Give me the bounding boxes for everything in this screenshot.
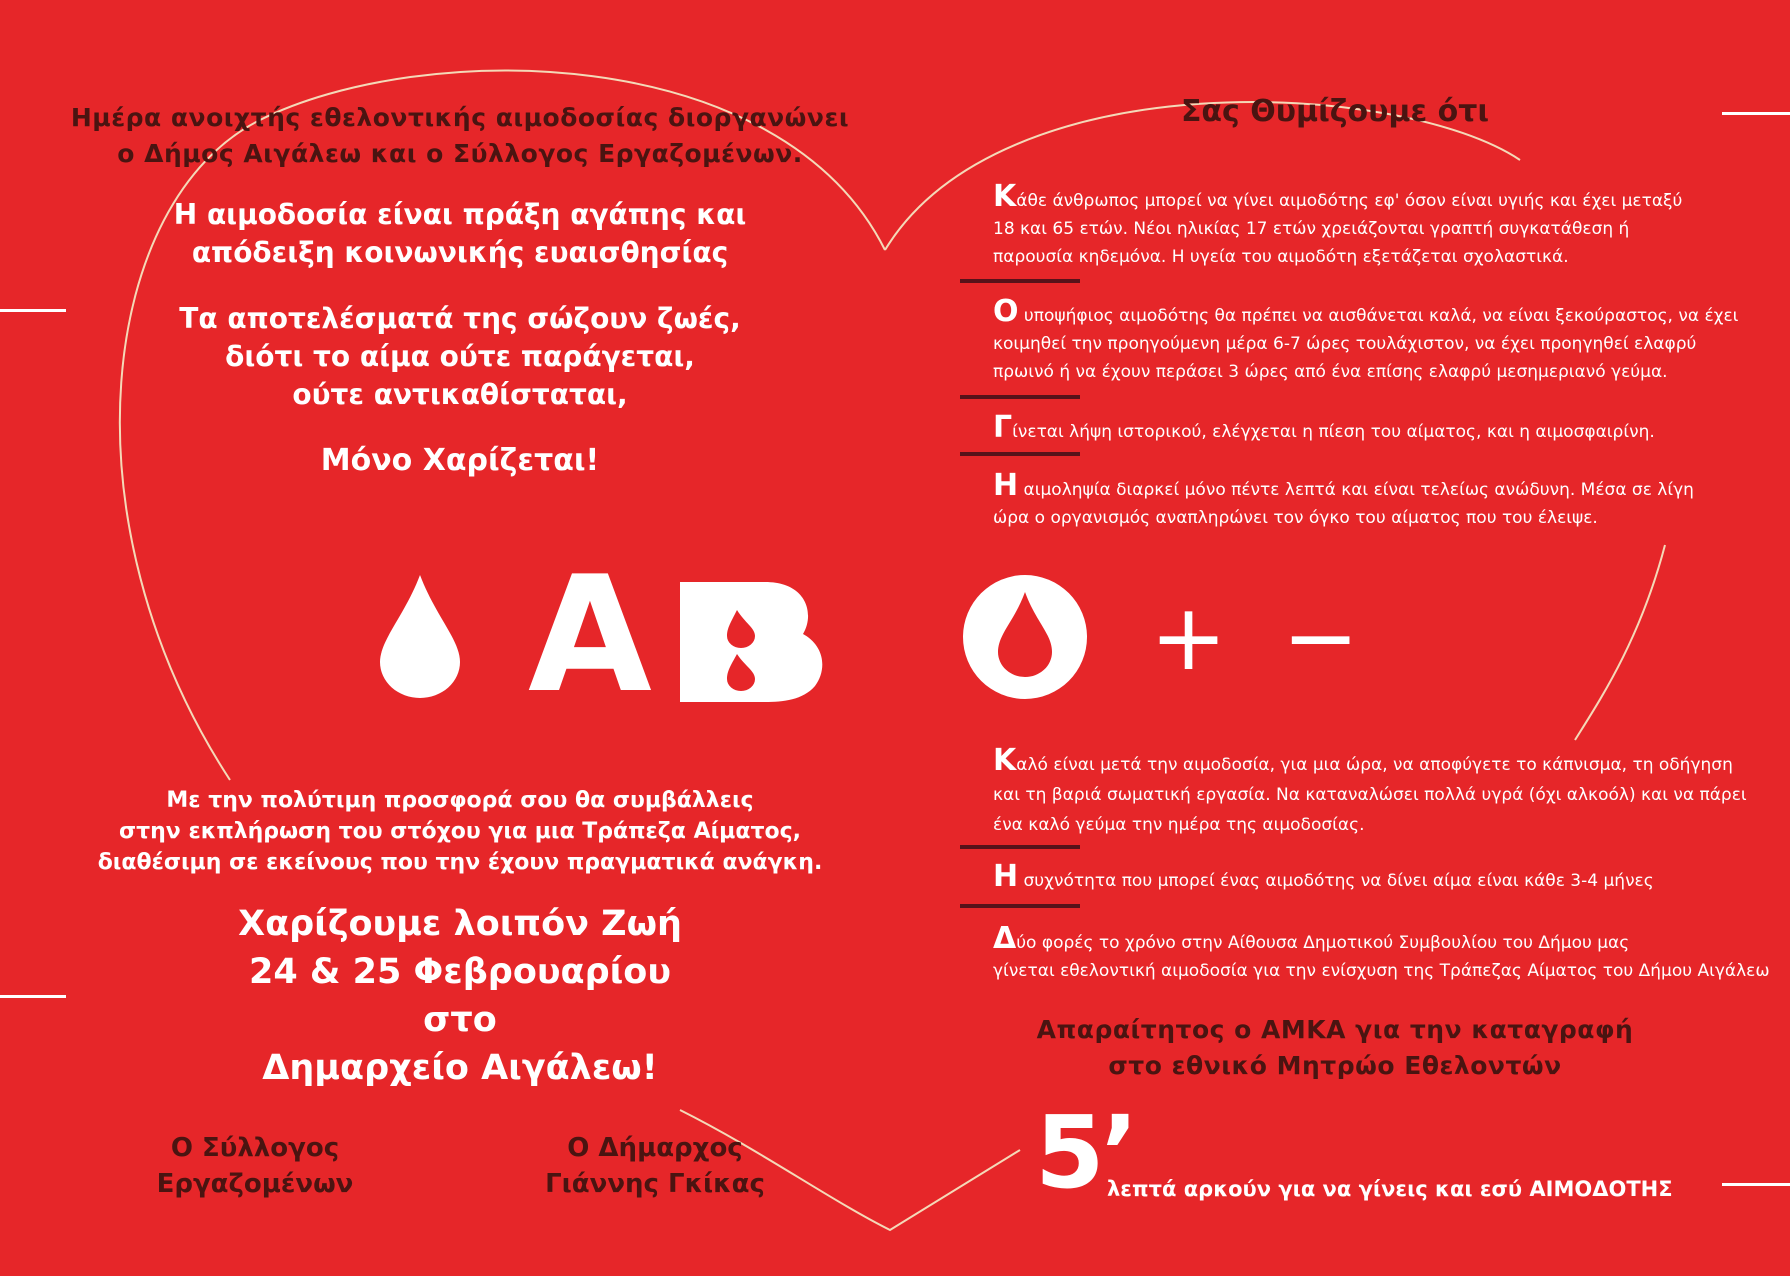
fact-initial: Η bbox=[993, 859, 1019, 894]
event-header bbox=[40, 100, 880, 172]
fact-item bbox=[993, 921, 1773, 985]
fact-line: παρουσία κηδεμόνα. Η υγεία του αιμοδότη εξετάζεται σχολαστικά. bbox=[993, 247, 1569, 267]
event-line: στο bbox=[423, 1000, 497, 1040]
rh-positive: + bbox=[1150, 584, 1228, 691]
edge-tick bbox=[1722, 112, 1790, 115]
fact-item bbox=[993, 179, 1753, 271]
signature-line: Ο Σύλλογος bbox=[170, 1133, 340, 1163]
fact-initial: Γ bbox=[993, 410, 1013, 445]
gift-slogan: Μόνο Χαρίζεται! bbox=[320, 443, 600, 478]
signature-mayor bbox=[520, 1130, 790, 1202]
header-line: ο Δήμος Αιγάλεω και ο Σύλλογος Εργαζομένων. bbox=[117, 139, 803, 168]
fact-line: και τη βαριά σωματική εργασία. Να καταναλώσει πολλά υγρά (όχι αλκοόλ) και να πάρει bbox=[993, 785, 1747, 805]
fact-initial: Δ bbox=[993, 921, 1017, 956]
separator bbox=[960, 845, 1080, 849]
fact-item bbox=[993, 468, 1753, 532]
separator bbox=[960, 904, 1080, 908]
fact-line: ίνεται λήψη ιστορικού, ελέγχεται η πίεση του αίματος, και η αιμοσφαιρίνη. bbox=[1012, 422, 1655, 442]
blood-type-b-icon bbox=[675, 578, 830, 706]
five-minutes-text: λεπτά αρκούν για να γίνεις και εσύ ΑΙΜΟΔΟΤΗΣ bbox=[1107, 1177, 1673, 1201]
fact-line: 18 και 65 ετών. Νέοι ηλικίας 17 ετών χρειάζονται γραπτή συγκατάθεση ή bbox=[993, 219, 1630, 239]
fact-line: κοιμηθεί την προηγούμενη μέρα 6-7 ώρες τουλάχιστον, να έχει προηγηθεί ελαφρύ bbox=[993, 334, 1697, 354]
fact-initial: Η bbox=[993, 468, 1019, 503]
signature-line: Γιάννης Γκίκας bbox=[545, 1169, 765, 1199]
separator bbox=[960, 452, 1080, 456]
fact-line: υποψήφιος αιμοδότης θα πρέπει να αισθάνεται καλά, να είναι ξεκούραστος, να έχει bbox=[1018, 306, 1739, 326]
fact-initial: Κ bbox=[993, 743, 1017, 778]
signature-union bbox=[130, 1130, 380, 1202]
fact-initial: Ο bbox=[993, 294, 1019, 329]
header-line: Ημέρα ανοιχτής εθελοντικής αιμοδοσίας διοργανώνει bbox=[70, 103, 850, 132]
fact-line: πρωινό ή να έχουν περάσει 3 ώρες από ένα επίσης ελαφρύ μεσημεριανό γεύμα. bbox=[993, 362, 1668, 382]
signature-line: Ο Δήμαρχος bbox=[567, 1133, 743, 1163]
fact-line: ύο φορές το χρόνο στην Αίθουσα Δημοτικού Συμβουλίου του Δήμου μας bbox=[1016, 933, 1630, 953]
results-line: διότι το αίμα ούτε παράγεται, bbox=[225, 340, 695, 373]
contribution-line: Με την πολύτιμη προσφορά σου θα συμβάλλεις bbox=[166, 788, 754, 813]
contribution-line: διαθέσιμη σε εκείνους που την έχουν πραγματικά ανάγκη. bbox=[97, 850, 823, 875]
edge-tick bbox=[0, 309, 66, 312]
fact-item bbox=[993, 743, 1753, 840]
rh-negative: − bbox=[1282, 584, 1360, 691]
fact-line: αλό είναι μετά την αιμοδοσία, για μια ώρα, να αποφύγετε το κάπνισμα, τη οδήγηση bbox=[1016, 755, 1733, 775]
edge-tick bbox=[1722, 1183, 1790, 1186]
blood-type-o-icon bbox=[960, 572, 1090, 702]
results-line: Τα αποτελέσματά της σώζουν ζωές, bbox=[179, 302, 741, 335]
results-statement bbox=[140, 300, 780, 414]
signature-line: Εργαζομένων bbox=[156, 1169, 354, 1199]
fact-item bbox=[993, 294, 1753, 386]
fact-line: ένα καλό γεύμα την ημέρα της αιμοδοσίας. bbox=[993, 815, 1365, 835]
fact-line: ώρα ο οργανισμός αναπληρώνει τον όγκο του αίματος που του έλειψε. bbox=[993, 508, 1598, 528]
amka-line: στο εθνικό Μητρώο Εθελοντών bbox=[1108, 1051, 1562, 1080]
event-details bbox=[140, 900, 780, 1092]
fact-line: συχνότητα που μπορεί ένας αιμοδότης να δίνει αίμα είναι κάθε 3-4 μήνες bbox=[1018, 871, 1654, 891]
fact-item bbox=[993, 410, 1753, 446]
contribution-line: στην εκπλήρωση του στόχου για μια Τράπεζα Αίματος, bbox=[118, 819, 802, 844]
separator bbox=[960, 395, 1080, 399]
fact-item bbox=[993, 859, 1753, 895]
love-line: απόδειξη κοινωνικής ευαισθησίας bbox=[191, 236, 729, 269]
love-statement bbox=[140, 196, 780, 272]
event-line: 24 & 25 Φεβρουαρίου bbox=[249, 952, 671, 992]
results-line: ούτε αντικαθίσταται, bbox=[292, 378, 628, 411]
fact-line: αιμοληψία διαρκεί μόνο πέντε λεπτά και είναι τελείως ανώδυνη. Μέσα σε λίγη bbox=[1018, 480, 1694, 500]
blood-type-a: A bbox=[528, 541, 652, 728]
contribution-text bbox=[90, 785, 830, 878]
fact-initial: Κ bbox=[993, 179, 1017, 214]
blood-drop-icon bbox=[375, 570, 465, 700]
reminder-title: Σας Θυμίζουμε ότι bbox=[1180, 94, 1490, 129]
amka-notice bbox=[1000, 1012, 1670, 1084]
event-line: Δημαρχείο Αιγάλεω! bbox=[262, 1048, 658, 1088]
amka-line: Απαραίτητος ο ΑΜΚΑ για την καταγραφή bbox=[1036, 1015, 1634, 1044]
fact-line: άθε άνθρωπος μπορεί να γίνει αιμοδότης εφ' όσον είναι υγιής και έχει μεταξύ bbox=[1016, 191, 1683, 211]
love-line: Η αιμοδοσία είναι πράξη αγάπης και bbox=[173, 198, 747, 231]
edge-tick bbox=[0, 995, 66, 998]
fact-line: γίνεται εθελοντική αιμοδοσία για την ενίσχυση της Τράπεζας Αίματος του Δήμου Αιγάλεω bbox=[993, 961, 1770, 981]
five-minutes-number: 5’ bbox=[1035, 1094, 1135, 1211]
event-line: Χαρίζουμε λοιπόν Ζωή bbox=[238, 904, 682, 944]
separator bbox=[960, 279, 1080, 283]
